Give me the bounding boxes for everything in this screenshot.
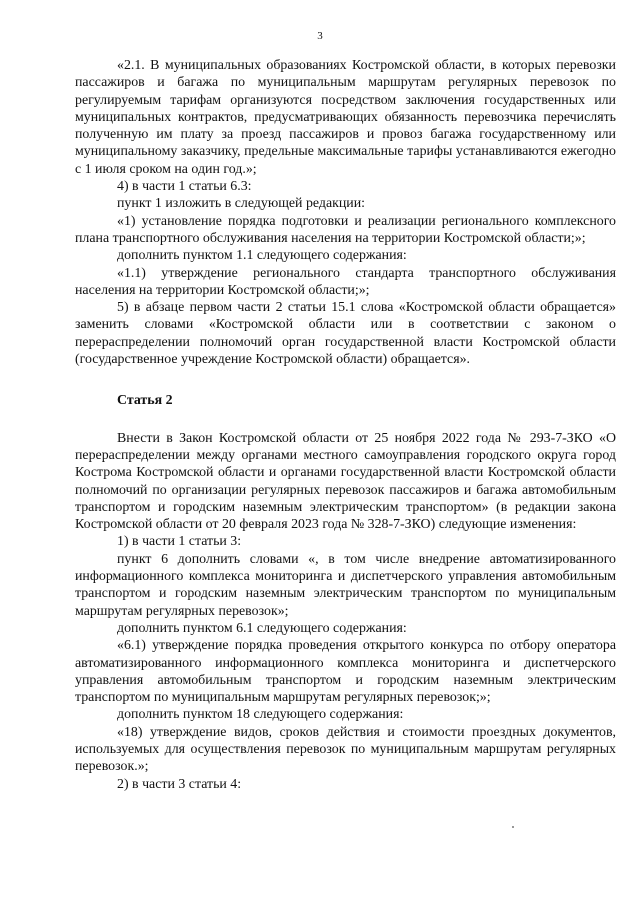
paragraph-point-6-addition: пункт 6 дополнить словами «, в том числе внедрение автоматизированного информационного комплекса мониторинга и диспетчерского управления автомобильным транспортом и городским наземным электрическим транспортом по муниципальным маршрутам регулярных перевозок»;	[75, 551, 616, 619]
article-heading: Статья 2	[117, 393, 173, 409]
page-number: 3	[317, 30, 323, 42]
paragraph-point-18-instruction: дополнить пунктом 18 следующего содержания:	[117, 707, 404, 723]
paragraph-point-18-text: «18) утверждение видов, сроков действия и стоимости проездных документов, используемых для осуществления перевозок по муниципальным маршрутам регулярных перевозок.»;	[75, 724, 616, 775]
paragraph-point-1-instruction: пункт 1 изложить в следующей редакции:	[117, 196, 366, 212]
paragraph-point-1-1-text: «1.1) утверждение регионального стандарта транспортного обслуживания населения на территории Костромской области;»;	[75, 265, 616, 298]
paragraph-item-5: 5) в абзаце первом части 2 статьи 15.1 слова «Костромской области обращается» заменить словами «Костромской области или в соответствии с законом о перераспределении полномочий орган государственной власти Костромской области (государственное учреждение Костромской области) обращается».	[75, 300, 616, 368]
paragraph-point-6-1-text: «6.1) утверждение порядка проведения открытого конкурса по отбору оператора автоматизированного информационного комплекса мониторинга и диспетчерского управления автомобильным транспортом и городским наземным электрическим транспортом по муниципальным маршрутам регулярных перевозок;»;	[75, 638, 616, 706]
paragraph-point-6-1-instruction: дополнить пунктом 6.1 следующего содержания:	[117, 620, 407, 636]
paragraph-point-1-1-instruction: дополнить пунктом 1.1 следующего содержания:	[117, 248, 407, 264]
paragraph-item-1: 1) в части 1 статьи 3:	[117, 534, 242, 550]
paragraph-article-2-intro: Внести в Закон Костромской области от 25 ноября 2022 года № 293-7-ЗКО «О перераспределении между органами местного самоуправления городского округа город Кострома Костромской области и органами государственной власти Костромской области полномочий по организации регулярных перевозок пассажиров и багажа автомобильным транспортом и городским наземным электрическим транспортом» (в редакции закона Костромской области от 20 февраля 2023 года № 328-7-ЗКО) следующие изменения:	[75, 430, 616, 533]
scan-speck	[512, 826, 514, 828]
paragraph-2-1-amendment: «2.1. В муниципальных образованиях Костромской области, в которых перевозки пассажиров и багажа по муниципальным маршрутам регулярных перевозок по регулируемым тарифам организуются посредством заключения государственных или муниципальных контрактов, предусматривающих обязанность перевозчика перечислять полученную им плату за проезд пассажиров и провоз багажа государственному или муниципальному заказчику, предельные максимальные тарифы устанавливаются ежегодно с 1 июля сроком на один год.»;	[75, 58, 616, 177]
paragraph-item-4: 4) в части 1 статьи 6.3:	[117, 179, 252, 195]
paragraph-item-2: 2) в части 3 статьи 4:	[117, 776, 242, 792]
document-body	[75, 57, 616, 793]
paragraph-point-1-text: «1) установление порядка подготовки и реализации регионального комплексного плана транспортного обслуживания населения на территории Костромской области;»;	[75, 213, 616, 246]
